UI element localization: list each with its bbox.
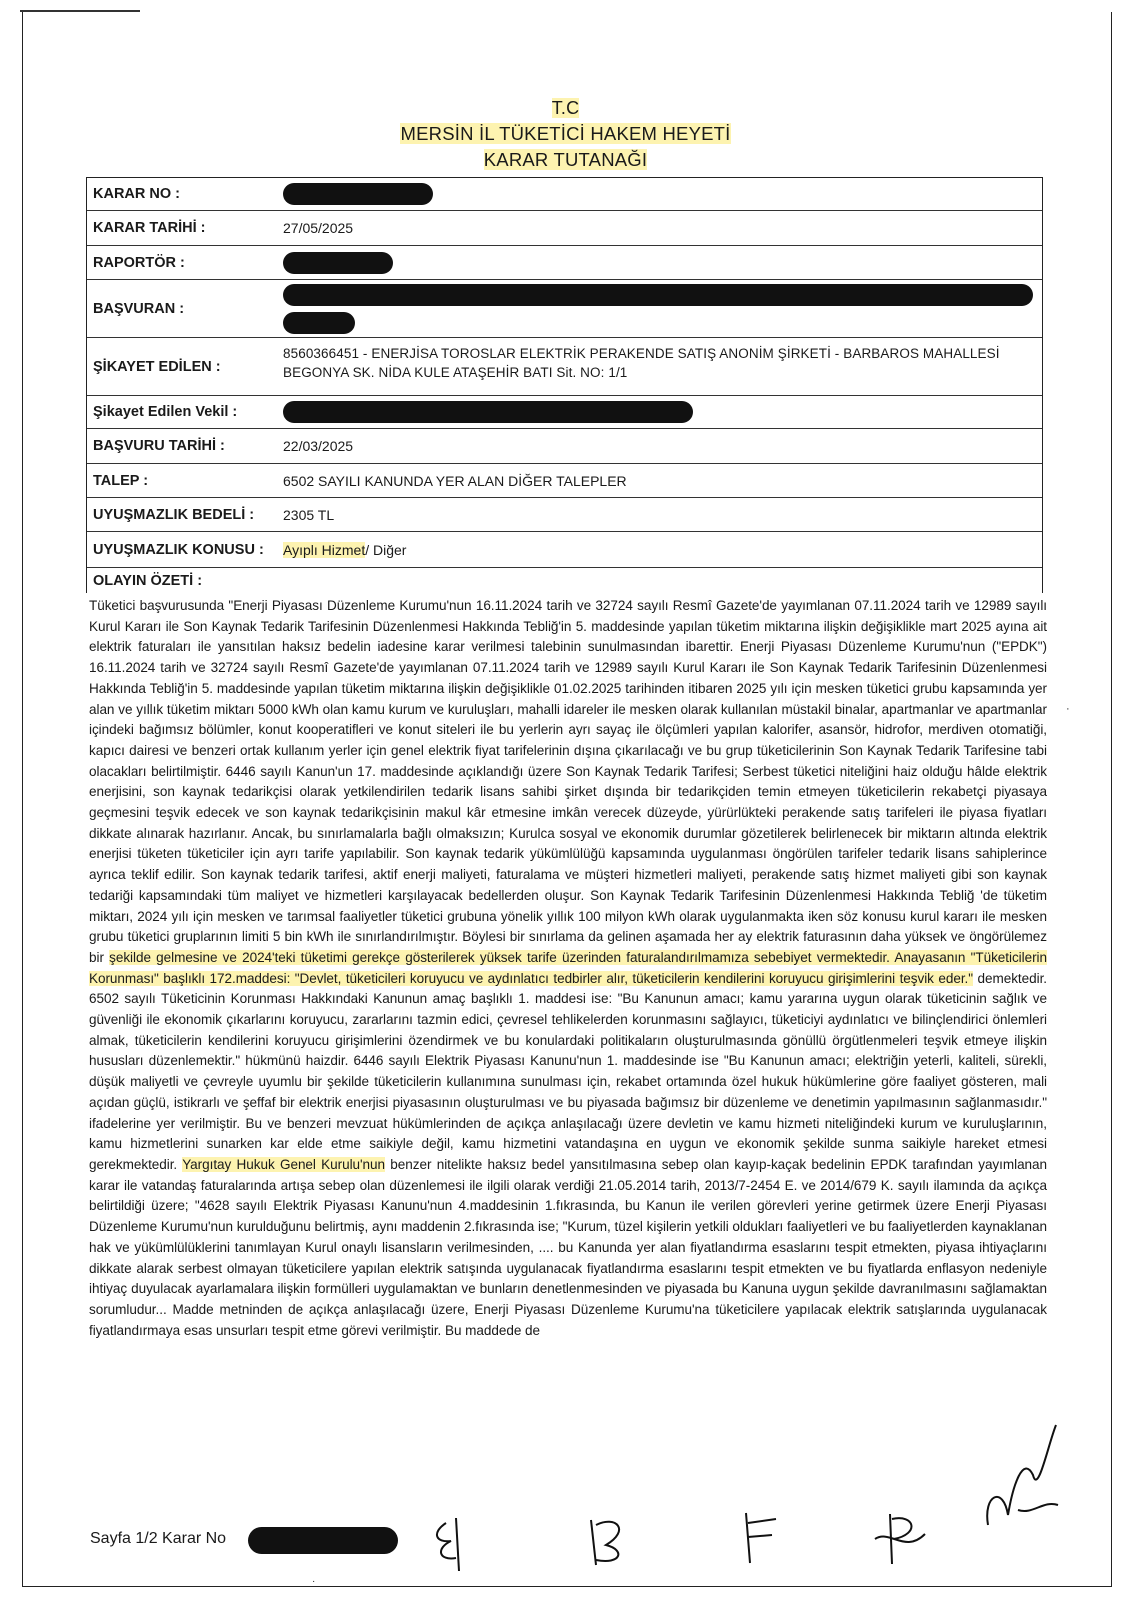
label-talep: TALEP : <box>93 472 149 489</box>
value-uyusmazlik-bedeli: 2305 TL <box>283 506 335 523</box>
label-uyusmazlik-konusu: UYUŞMAZLIK KONUSU : <box>93 541 264 558</box>
value-sikayet-edilen-line1: 8560366451 - ENERJİSA TOROSLAR ELEKTRİK PERAKENDE SATIŞ ANONİM ŞİRKETİ - BARBAROS MAHALLESİ <box>283 346 1000 361</box>
bottom-tick-mark: · <box>312 1576 316 1587</box>
row-uyusmazlik-bedeli <box>87 498 1042 532</box>
row-raportor <box>87 246 1042 280</box>
redaction-vekil <box>283 401 693 423</box>
footer-page-label: Sayfa 1/2 Karar No <box>90 1530 227 1547</box>
row-basvuru-tarihi <box>87 429 1042 464</box>
row-uyusmazlik-konusu <box>87 532 1042 568</box>
redaction-basvuran-line2 <box>283 312 355 334</box>
redaction-karar-no <box>283 183 433 205</box>
row-karar-tarihi <box>87 211 1042 246</box>
decision-form <box>86 177 1043 593</box>
label-karar-tarihi: KARAR TARİHİ : <box>93 220 206 236</box>
redaction-footer-karar-no <box>248 1527 398 1554</box>
label-sikayet-edilen: ŞİKAYET EDİLEN : <box>93 358 221 375</box>
redaction-raportor <box>283 252 393 274</box>
row-olayin-ozeti <box>87 568 1042 593</box>
summary-part-1: Tüketici başvurusunda "Enerji Piyasası Düzenleme Kurumu'nun 16.11.2024 tarih ve 32724 sayılı Resmî Gazete'de yayımlanan 07.11.2024 tarih ve 12989 sayılı Kurul Kararı ile Son Kaynak Tedarik Tarifesinin Düzenlenmesi Hakkında Tebliğ'in 5. maddesinde yapılan tüketim miktarına ilişkin değişiklikle mart 2025 ayına ait elektrik faturaları ile yansıtılan haksız bedelin iadesine karar verilmesi talebinin sunulmasından ibarettir. Enerji Piyasası Düzenleme Kurumu'nun ("EPDK") 16.11.2024 tarih ve 32724 sayılı Resmî Gazete'de yayımlanan 07.11.2024 tarih ve 12989 sayılı Kurul Kararı ile Son Kaynak Tedarik Tarifesinin Düzenlenmesi Hakkında Tebliğ'in 5. maddesinde yapılan tüketim miktarına ilişkin değişiklikle 01.02.2025 tarihinden itibaren 2025 yılı için mesken tüketici grubu kapsamında yer alan ve yıllık tüketim miktarı 5000 kWh olan kamu kurum ve kuruluşları, mahalli idareler ile mesken olarak kullanılan müstakil binalar, apartmanlar ve apartmanlar içindeki bağımsız bölümler, konut kooperatifleri ve konut siteleri ile bu yerlerin ayrı sayaç ile ölçümleri yapılan kalorifer, asansör, hidrofor, merdiven otomatiği, kapıcı dairesi ve benzeri ortak kullanım yerler için genel elektrik fiyat tarifelerinin dışına çıkarılacağı ve bu grup tüketicilerinin Son Kaynak Tedarik Tarifesine tabi olacakları belirtilmiştir. 6446 sayılı Kanun'un 17. maddesinde açıklandığı üzere Son Kaynak Tedarik Tarifesi; Serbest tüketici niteliğini haiz olduğu hâlde elektrik enerjisini, son kaynak tedarikçisi olarak yetkilendirilen tedarik lisans sahibi şirket dışında bir tedarikçiden temin etmeyen tüketicilerin rekabetçi piyasaya geçmesini teşvik edecek ve son kaynak tedarikçisinin makul kâr etmesine imkân verecek düzeyde, yürürlükteki perakende satış tarifeleri ile piyasa fiyatları dikkate alınarak hazırlanır. Ancak, bu sınırlamalarla bağlı olmaksızın; Kurulca sosyal ve ekonomik durumlar gözetilerek belirlenecek bir miktarın altında elektrik enerjisi tüketen tüketiciler için ayrı tarife yapılabilir. Son kaynak tedarik yükümlülüğü kapsamında uygulanması öngörülen tarifeler tedarik lisans sahiplerince ayrıca teklif edilir. Son kaynak tedarik tarifesi, aktif enerji maliyeti, faturalama ve müşteri hizmetleri maliyeti, perakende satış hizmet maliyeti gibi son kaynak tedariği kapsamındaki tüm maliyet ve hizmetleri karşılayacak bedellerden oluşur. Son Kaynak Tedarik Tarifesinin Düzenlenmesi Hakkında Tebliğ 'de tüketim miktarı, 2024 yılı için mesken ve tarımsal faaliyetler tüketici grubuna yönelik yıllık 100 milyon kWh olarak uygulanmakta iken söz konusu kurul kararı ile mesken grubu tüketici gruplarının limiti 5 bin kWh ile sınırlandırılmıştır. Böylesi bir sınırlama da gelinen aşamada her ay elektrik faturasının daha yüksek ve öngörülemez bir <box>89 598 1047 965</box>
case-summary-text <box>89 596 1047 1341</box>
redaction-basvuran-line1 <box>283 284 1033 306</box>
signature-3 <box>736 1503 786 1567</box>
value-konu-highlight: Ayıplı Hizmet <box>283 541 366 558</box>
signature-2 <box>576 1505 646 1575</box>
value-konu-rest: / Diğer <box>365 541 407 558</box>
row-basvuran <box>87 280 1042 338</box>
label-basvuru-tarihi: BAŞVURU TARİHİ : <box>93 438 225 454</box>
summary-highlight-1: şekilde gelmesine ve 2024'teki tüketimi gerekçe gösterilerek yüksek tarife üzerinden faturalandırılmamıza sebebiyet vermektedir. Anayasanın "Tüketicilerin Korunması" başlıklı 172.maddesi: "Devlet, tüketicileri koruyucu ve aydınlatıcı tedbirler alır, tüketicilerin kendilerini koruyucu girişimlerini teşvik eder." <box>89 949 1047 986</box>
label-uyusmazlik-bedeli: UYUŞMAZLIK BEDELİ : <box>93 506 255 523</box>
value-basvuru-tarihi: 22/03/2025 <box>283 438 354 454</box>
margin-dot-mark: · <box>1066 703 1070 715</box>
header-title: KARAR TUTANAĞI <box>483 149 648 170</box>
summary-part-2: demektedir. 6502 sayılı Tüketicinin Korunması Hakkındaki Kanunun amaç başlıklı 1. maddesi ise: "Bu Kanunun amacı; kamu yararına uygun olarak tüketicinin sağlık ve güvenliği ile ekonomik çıkarlarını koruyucu, zararlarını tazmin edici, çevresel tehlikelerden korunmasını sağlayıcı, tüketiciyi aydınlatıcı ve bilinçlendirici önlemleri almak, tüketicilerin kendilerini koruyucu girişimlerini özendirmek ve bu konulardaki politikaların oluşturulmasında gönüllü örgütlenmeleri teşvik etmeye ilişkin hususları düzenlemektir." hükmünü haizdir. 6446 sayılı Elektrik Piyasası Kanunu'nun 1. maddesinde ise "Bu Kanunun amacı; elektriğin yeterli, kaliteli, sürekli, düşük maliyetli ve çevreyle uyumlu bir şekilde tüketicilerin kullanımına sunulması için, rekabet ortamında özel hukuk hükümlerine göre faaliyet gösteren, mali açıdan güçlü, istikrarlı ve şeffaf bir elektrik enerjisi piyasasının oluşturulması ve bu piyasada bağımsız bir düzenleme ve denetimin yapılmasının sağlanmasıdır." ifadelerine yer verilmiştir. Bu ve benzeri mevzuat hükümlerinden de açıkça anlaşılacağı üzere devletin ve kamu hizmeti niteliğindeki kurum ve kuruluşlarının, kamu hizmetlerini sunarken kar elde etme saikiyle değil, kamu hizmetini vatandaşına en uygun ve ekonomik şekilde sunma saikiyle hareket etmesi gerekmektedir. <box>89 970 1047 1172</box>
summary-part-3: benzer nitelikte haksız bedel yansıtılmasına sebep olan kayıp-kaçak bedelinin EPDK tarafından yayımlanan karar ile vatandaş faturalarında artışa sebep olan düzenlemesi ile ilgili olarak verdiği 21.05.2014 tarih, 2013/7-2454 E. ve 2014/679 K. sayılı ilamında da açıkça belirtildiği üzere; "4628 sayılı Elektrik Piyasası Kanunu'nun 4.maddesinin 1.fıkrasında, bu Kanun ile verilen görevleri yerine getirmek üzere Enerji Piyasası Düzenleme Kurumu'nun kurulduğunu belirtmiş, aynı maddenin 2.fıkrasında ise; "Kurum, tüzel kişilerin yetkili oldukları faaliyetleri ve bu faaliyetlerden kaynaklanan hak ve yükümlülüklerini tanımlayan Kurul onaylı lisansların verilmesinden, .... bu Kanunda yer alan fiyatlandırma esaslarını tespit etmekten, piyasa ihtiyaçlarını dikkate alarak serbest olmayan tüketicilere yapılan elektrik satışında uygulanacak fiyatlandırma esaslarını tespit etmekten ve bu fiyatlarda enflasyon nedeniyle ihtiyaç duyulacak ayarlamalara ilişkin formülleri uygulamaktan ve bunların denetlenmesinden ve piyasada bu Kanuna uygun şekilde davranılmasını sağlamaktan sorumludur... Madde metninden de açıkça anlaşılacağı üzere, Enerji Piyasası Düzenleme Kurumu'na tüketicilere yapılacak elektrik satışlarında uygulanacak fiyatlandırmaya esas unsurları tespit etme görevi verilmiştir. Bu maddede de <box>89 1156 1047 1338</box>
row-karar-no <box>87 178 1042 211</box>
label-sikayet-edilen-vekil: Şikayet Edilen Vekil : <box>93 404 238 420</box>
page-footer <box>90 1525 1090 1585</box>
header-committee: MERSİN İL TÜKETİCİ HAKEM HEYETİ <box>400 123 731 144</box>
label-raportor: RAPORTÖR : <box>93 254 185 271</box>
signature-4 <box>870 1509 930 1569</box>
value-karar-tarihi: 27/05/2025 <box>283 220 354 236</box>
header-tc: T.C <box>551 98 580 118</box>
summary-highlight-2: Yargıtay Hukuk Genel Kurulu'nun <box>182 1156 386 1172</box>
row-sikayet-edilen <box>87 338 1042 396</box>
label-karar-no: KARAR NO : <box>93 186 180 202</box>
row-sikayet-edilen-vekil <box>87 396 1042 429</box>
signature-5 <box>978 1415 1068 1545</box>
value-talep: 6502 SAYILI KANUNDA YER ALAN DİĞER TALEPLER <box>283 472 627 489</box>
value-sikayet-edilen-line2: BEGONYA SK. NİDA KULE ATAŞEHİR BATI Sit. NO: 1/1 <box>283 365 628 380</box>
label-olayin-ozeti: OLAYIN ÖZETİ : <box>93 572 203 589</box>
label-basvuran: BAŞVURAN : <box>93 300 185 317</box>
signature-1 <box>426 1513 486 1575</box>
document-header <box>0 95 1131 173</box>
row-talep <box>87 464 1042 498</box>
